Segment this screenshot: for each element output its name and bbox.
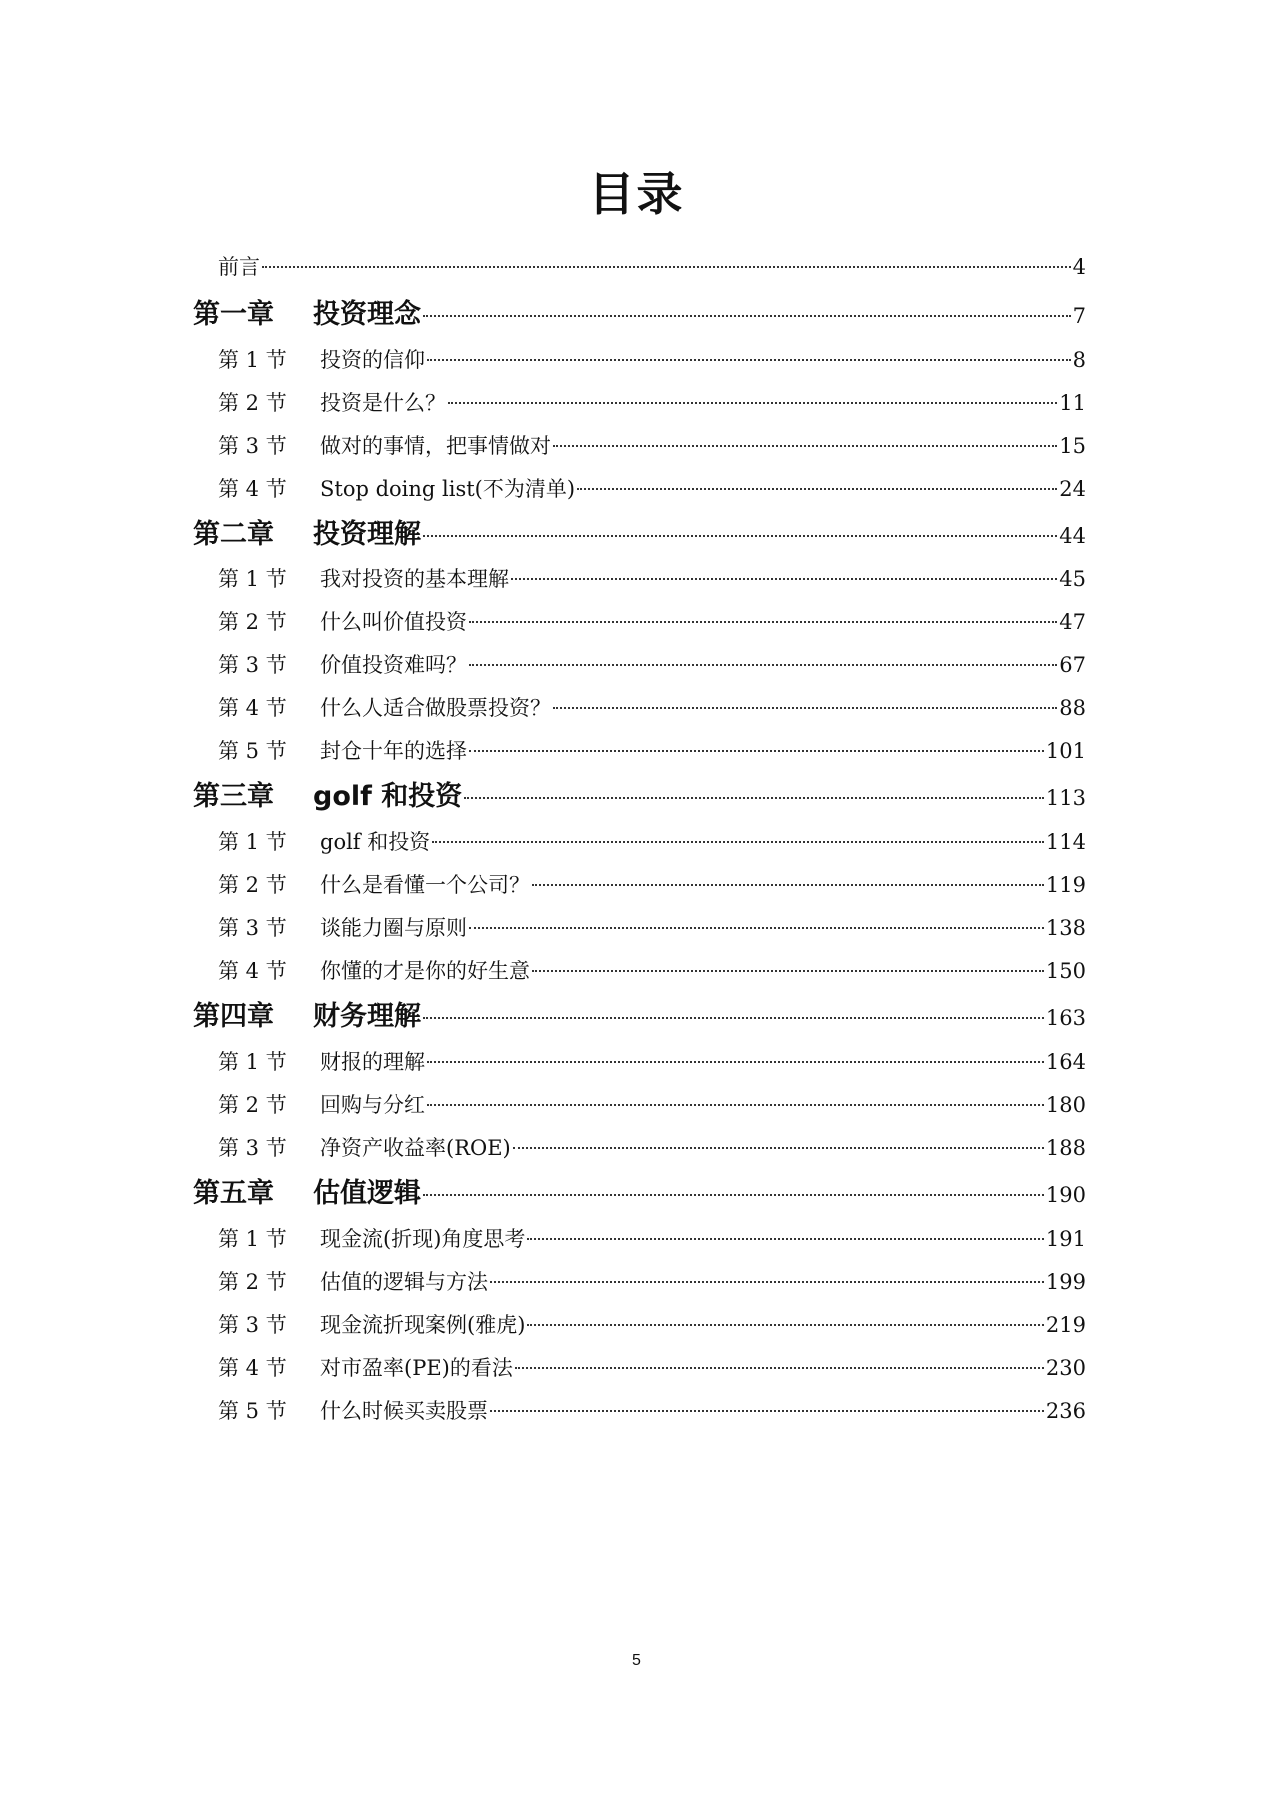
page-reference: 163 — [1045, 1006, 1086, 1030]
dot-leader — [427, 359, 1071, 361]
section-number: 第 5 节 — [218, 739, 287, 763]
chapter-number: 第五章 — [193, 1178, 274, 1209]
section-title: 现金流(折现)角度思考 — [320, 1227, 526, 1251]
toc-section-entry[interactable] — [218, 250, 1086, 284]
toc-section-entry[interactable] — [218, 1351, 1086, 1385]
toc-chapter-entry[interactable] — [193, 777, 1086, 817]
section-title: 估值的逻辑与方法 — [320, 1270, 488, 1294]
chapter-number: 第四章 — [193, 1001, 274, 1032]
page-reference: 236 — [1045, 1399, 1086, 1423]
section-number: 第 4 节 — [218, 959, 287, 983]
toc-section-entry[interactable] — [218, 605, 1086, 639]
section-number: 第 1 节 — [218, 830, 287, 854]
dot-leader — [515, 1367, 1044, 1369]
page-reference: 4 — [1072, 255, 1086, 279]
chapter-title: 投资理念 — [313, 299, 421, 330]
toc-section-entry[interactable] — [218, 648, 1086, 682]
dot-leader — [469, 927, 1044, 929]
toc-section-entry[interactable] — [218, 1222, 1086, 1256]
chapter-number: 第一章 — [193, 299, 274, 330]
dot-leader — [553, 445, 1057, 447]
toc-section-entry[interactable] — [218, 1088, 1086, 1122]
dot-leader — [490, 1281, 1044, 1283]
section-number: 第 2 节 — [218, 1093, 287, 1117]
dot-leader — [532, 884, 1044, 886]
toc-chapter-entry[interactable] — [193, 515, 1086, 555]
dot-leader — [469, 664, 1057, 666]
toc-section-entry[interactable] — [218, 734, 1086, 768]
page-reference: 15 — [1059, 434, 1086, 458]
page-reference: 219 — [1045, 1313, 1086, 1337]
page-reference: 230 — [1045, 1356, 1086, 1380]
page-reference: 47 — [1059, 610, 1086, 634]
section-title: 财报的理解 — [320, 1050, 425, 1074]
page-reference: 114 — [1045, 830, 1086, 854]
dot-leader — [513, 1147, 1044, 1149]
section-title: 对市盈率(PE)的看法 — [320, 1356, 513, 1380]
toc-section-entry[interactable] — [218, 911, 1086, 945]
toc-chapter-entry[interactable] — [193, 1174, 1086, 1214]
section-title: Stop doing list(不为清单) — [320, 477, 576, 501]
section-title: 封仓十年的选择 — [320, 739, 467, 763]
dot-leader — [427, 1104, 1044, 1106]
section-title: 投资的信仰 — [320, 348, 425, 372]
toc-section-entry[interactable] — [218, 562, 1086, 596]
section-number: 第 2 节 — [218, 610, 287, 634]
dot-leader — [527, 1238, 1044, 1240]
section-number: 第 3 节 — [218, 653, 287, 677]
page-reference: 138 — [1045, 916, 1086, 940]
page-reference: 180 — [1045, 1093, 1086, 1117]
dot-leader — [432, 841, 1044, 843]
page-reference: 119 — [1045, 873, 1086, 897]
section-number: 第 2 节 — [218, 391, 287, 415]
section-title: 谈能力圈与原则 — [320, 916, 467, 940]
section-title: 你懂的才是你的好生意 — [320, 959, 530, 983]
page-reference: 164 — [1045, 1050, 1086, 1074]
dot-leader — [464, 797, 1044, 799]
toc-chapter-entry[interactable] — [193, 295, 1086, 335]
section-number: 第 4 节 — [218, 477, 287, 501]
dot-leader — [532, 970, 1044, 972]
section-number: 第 5 节 — [218, 1399, 287, 1423]
toc-chapter-entry[interactable] — [193, 997, 1086, 1037]
dot-leader — [469, 621, 1057, 623]
section-title: 什么时候买卖股票 — [320, 1399, 488, 1423]
section-title: 什么人适合做股票投资？ — [320, 696, 551, 720]
page-reference: 188 — [1045, 1136, 1086, 1160]
page-reference: 7 — [1072, 304, 1086, 328]
page-reference: 8 — [1072, 348, 1086, 372]
section-title: 现金流折现案例(雅虎) — [320, 1313, 526, 1337]
dot-leader — [511, 578, 1057, 580]
page-reference: 199 — [1045, 1270, 1086, 1294]
section-title: 前言 — [218, 255, 260, 279]
section-title: 回购与分红 — [320, 1093, 425, 1117]
page-reference: 44 — [1059, 524, 1086, 548]
section-title: 我对投资的基本理解 — [320, 567, 509, 591]
dot-leader — [553, 707, 1057, 709]
toc-section-entry[interactable] — [218, 343, 1086, 377]
section-number: 第 2 节 — [218, 1270, 287, 1294]
page-reference: 113 — [1045, 786, 1086, 810]
toc-section-entry[interactable] — [218, 825, 1086, 859]
section-title: 投资是什么？ — [320, 391, 446, 415]
page-reference: 88 — [1059, 696, 1086, 720]
toc-section-entry[interactable] — [218, 386, 1086, 420]
section-number: 第 3 节 — [218, 1136, 287, 1160]
dot-leader — [262, 266, 1071, 268]
dot-leader — [469, 750, 1044, 752]
dot-leader — [423, 1194, 1044, 1196]
section-number: 第 1 节 — [218, 1227, 287, 1251]
page-reference: 190 — [1045, 1183, 1086, 1207]
section-number: 第 1 节 — [218, 567, 287, 591]
chapter-number: 第二章 — [193, 519, 274, 550]
toc-section-entry[interactable] — [218, 1131, 1086, 1165]
page-reference: 11 — [1059, 391, 1086, 415]
toc-section-entry[interactable] — [218, 868, 1086, 902]
section-number: 第 1 节 — [218, 1050, 287, 1074]
dot-leader — [490, 1410, 1044, 1412]
dot-leader — [423, 315, 1071, 317]
toc-section-entry[interactable] — [218, 1394, 1086, 1428]
chapter-title: 财务理解 — [313, 1001, 421, 1032]
dot-leader — [527, 1324, 1044, 1326]
section-number: 第 3 节 — [218, 916, 287, 940]
page-reference: 45 — [1059, 567, 1086, 591]
section-title: 什么是看懂一个公司？ — [320, 873, 530, 897]
toc-section-entry[interactable] — [218, 1308, 1086, 1342]
section-number: 第 2 节 — [218, 873, 287, 897]
section-number: 第 4 节 — [218, 1356, 287, 1380]
page-reference: 191 — [1045, 1227, 1086, 1251]
page-reference: 101 — [1045, 739, 1086, 763]
toc-section-entry[interactable] — [218, 691, 1086, 725]
chapter-title: 估值逻辑 — [313, 1178, 421, 1209]
toc-section-entry[interactable] — [218, 1045, 1086, 1079]
section-title: 价值投资难吗？ — [320, 653, 467, 677]
chapter-title: 投资理解 — [313, 519, 421, 550]
dot-leader — [448, 402, 1057, 404]
section-number: 第 4 节 — [218, 696, 287, 720]
dot-leader — [577, 488, 1057, 490]
page-reference: 150 — [1045, 959, 1086, 983]
section-number: 第 1 节 — [218, 348, 287, 372]
toc-section-entry[interactable] — [218, 472, 1086, 506]
toc-section-entry[interactable] — [218, 1265, 1086, 1299]
dot-leader — [427, 1061, 1044, 1063]
page-reference: 67 — [1059, 653, 1086, 677]
chapter-title: golf 和投资 — [313, 781, 463, 812]
page-number: 5 — [632, 1652, 641, 1669]
section-title: 做对的事情，把事情做对 — [320, 434, 551, 458]
section-title: 什么叫价值投资 — [320, 610, 467, 634]
toc-section-entry[interactable] — [218, 429, 1086, 463]
dot-leader — [423, 1017, 1044, 1019]
toc-section-entry[interactable] — [218, 954, 1086, 988]
section-number: 第 3 节 — [218, 1313, 287, 1337]
page-reference: 24 — [1059, 477, 1086, 501]
section-title: 净资产收益率(ROE) — [320, 1136, 511, 1160]
dot-leader — [423, 535, 1057, 537]
page-title: 目录 — [588, 167, 685, 221]
section-title: golf 和投资 — [320, 830, 431, 854]
section-number: 第 3 节 — [218, 434, 287, 458]
chapter-number: 第三章 — [193, 781, 274, 812]
